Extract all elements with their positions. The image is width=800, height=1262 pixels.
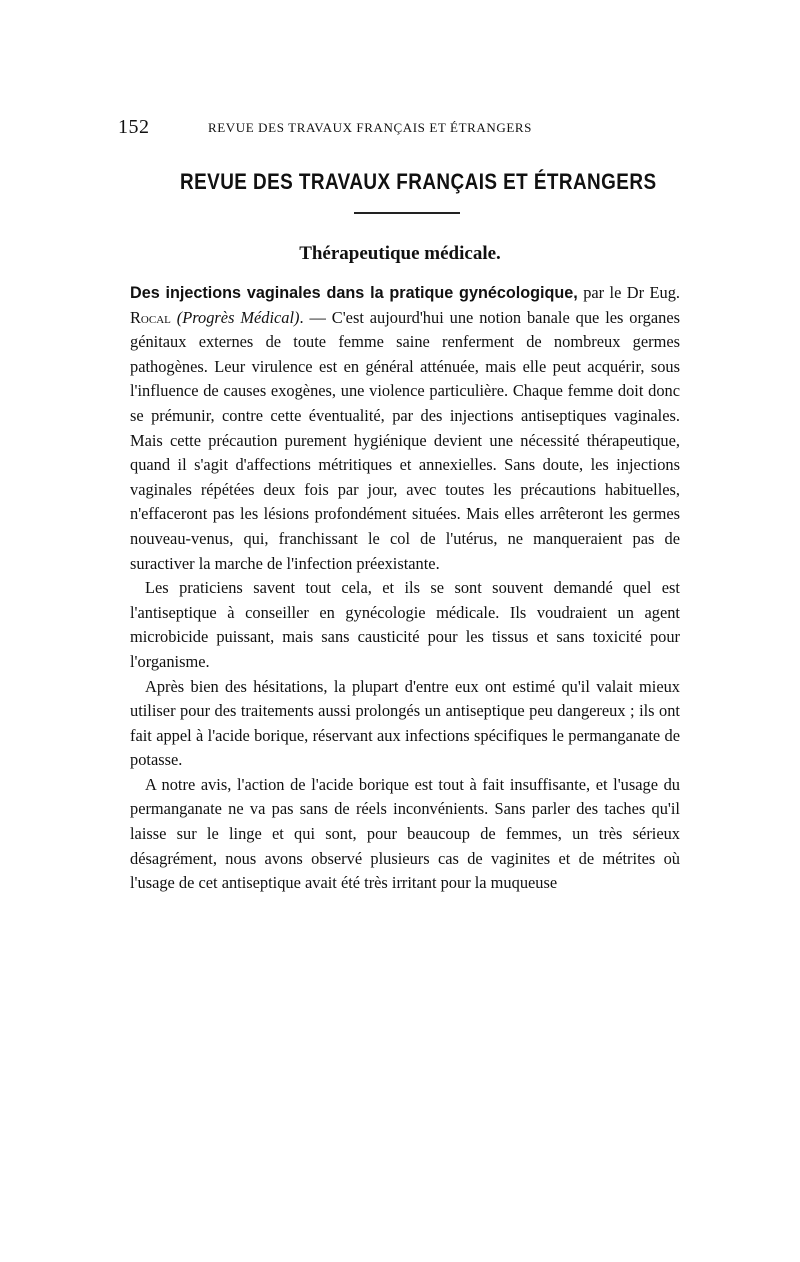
body-paragraph: Les praticiens savent tout cela, et ils se sont souvent demandé quel est l'antiseptique à conseiller en gynécologie médicale. Ils voudraient un agent microbicide puissant, mais sans causticité pour les tissus et sans toxicité pour l'organisme. xyxy=(130,578,680,671)
title-divider xyxy=(354,212,460,214)
running-head: REVUE DES TRAVAUX FRANÇAIS ET ÉTRANGERS xyxy=(208,120,533,135)
intro-text: . — C'est aujourd'hui une notion banale que les organes génitaux externes de toute femme saine renferment de nombreux germes pathogènes. Leur virulence est en général atténuée, mais elle peut acquérir, sous l'influence de causes exogènes, une violence particulière. Chaque femme doit donc se prémunir, contre cette éventualité, par des injections antiseptiques vaginales. Mais cette précaution purement hygiénique devient une nécessité thérapeutique, quand il s'agit d'affections métritiques et annexielles. Sans doute, les injections vaginales répétées deux fois par jour, avec toutes les précautions habituelles, n'effaceront pas les lésions profondément situées. Mais elles arrêteront les germes nouveau-venus, qui, franchissant le col de l'utérus, ne manqueraient pas de suractiver la marche de l'infection préexistante. xyxy=(130,307,680,573)
section-title: REVUE DES TRAVAUX FRANÇAIS ET ÉTRANGERS xyxy=(180,169,657,194)
article-intro-paragraph xyxy=(130,281,680,576)
author-name: Rocal xyxy=(130,307,171,327)
article-body xyxy=(130,281,680,896)
author-prefix: par le Dr Eug. xyxy=(577,283,680,302)
page-header xyxy=(118,116,678,140)
body-paragraph: Après bien des hésitations, la plupart d'entre eux ont estimé qu'il valait mieux utiliser pour des traitements aussi prolongés un antiseptique peu dangereux ; ils ont fait appel à l'acide borique, réservant aux infections spécifiques le permanganate de potasse. xyxy=(130,676,680,770)
journal-citation: (Progrès Médical) xyxy=(176,307,300,327)
body-paragraph: A notre avis, l'action de l'acide borique est tout à fait insuffisante, et l'usage du permanganate ne va pas sans de réels inconvénients. Sans parler des taches qu'il laisse sur le linge et qui sont, pour beaucoup de femmes, un très sérieux désagrément, nous avons observé plusieurs cas de vaginites et de métrites où l'usage de cet antiseptique avait été très irritant pour la muqueuse xyxy=(130,774,680,893)
subsection-title: Thérapeutique médicale. xyxy=(299,243,501,264)
page-number: 152 xyxy=(118,116,150,138)
article-title: Des injections vaginales dans la pratique gynécologique, xyxy=(130,284,578,302)
